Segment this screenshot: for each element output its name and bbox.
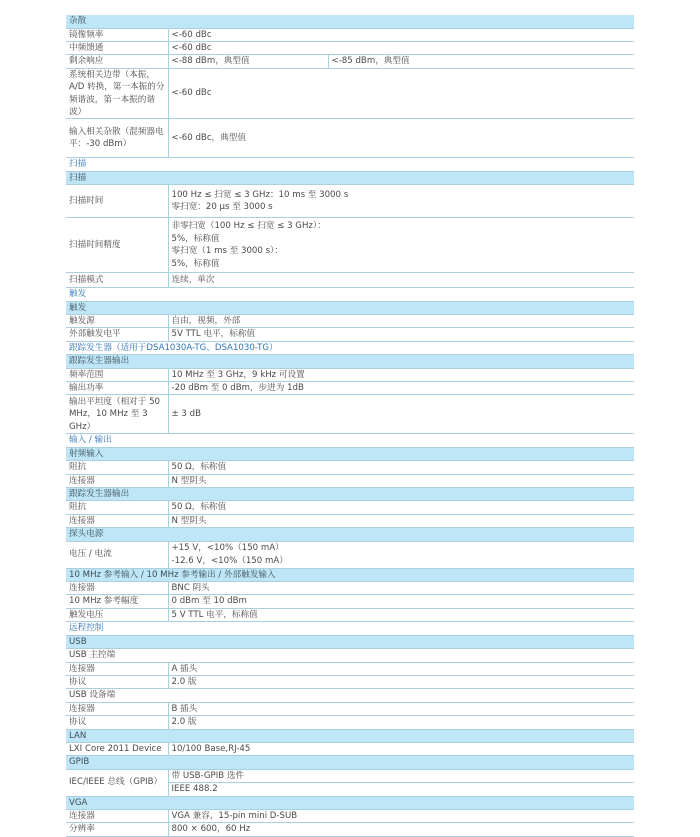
- sub-header-trigger: [66, 301, 634, 314]
- sub-header-label: 10 MHz 参考输入 / 10 MHz 参考输出 / 外部触发输入: [66, 568, 634, 581]
- row-label: LXI Core 2011 Device: [66, 742, 168, 755]
- value-line: 零扫宽：20 μs 至 3000 s: [171, 202, 273, 213]
- row-value: VGA 兼容，15-pin mini D-SUB: [168, 809, 634, 822]
- sub-header-tg-output: [66, 355, 634, 368]
- sub-header-sweep: [66, 171, 634, 184]
- row-label: 扫描时间精度: [66, 218, 168, 273]
- table-row: [66, 608, 634, 621]
- sub-header-label: VGA: [66, 796, 634, 809]
- sub-header-lan: [66, 729, 634, 742]
- row-value: N 型阴头: [168, 474, 634, 487]
- section-title-trigger: [66, 288, 634, 301]
- row-value: <-60 dBc: [168, 28, 634, 41]
- table-row: [66, 368, 634, 381]
- subsection-title: USB 主控端: [66, 649, 634, 662]
- row-label: 输入相关杂散（混频器电平：-30 dBm）: [66, 119, 168, 158]
- row-value: B 插头: [168, 702, 634, 715]
- sub-header-label: 探头电源: [66, 528, 634, 541]
- table-row: [66, 68, 634, 119]
- row-value: 0 dBm 至 10 dBm: [168, 595, 634, 608]
- row-value: 连续，单次: [168, 273, 634, 288]
- table-row: [66, 702, 634, 715]
- row-label: 协议: [66, 675, 168, 688]
- row-label: 阻抗: [66, 501, 168, 514]
- section-title: 远程控制: [66, 622, 634, 635]
- row-value: 5V TTL 电平，标称值: [168, 328, 634, 341]
- sub-header-label: 射频输入: [66, 447, 634, 460]
- value-line: +15 V，<10%（150 mA）: [171, 543, 284, 554]
- row-value: <-88 dBm，典型值: [168, 55, 328, 68]
- sub-header-usb: [66, 635, 634, 648]
- row-value: 10 MHz 至 3 GHz，9 kHz 可设置: [168, 368, 634, 381]
- table-row: [66, 41, 634, 54]
- section-title-sweep: [66, 158, 634, 171]
- sub-header-vga: [66, 796, 634, 809]
- value-line: -12.6 V，<10%（150 mA）: [171, 555, 288, 566]
- sub-header-label: LAN: [66, 729, 634, 742]
- table-row: [66, 382, 634, 395]
- row-value: [168, 185, 634, 218]
- usb-host-title-row: [66, 649, 634, 662]
- value-line: 100 Hz ≤ 扫宽 ≤ 3 GHz：10 ms 至 3000 s: [171, 189, 349, 200]
- row-label: 连接器: [66, 474, 168, 487]
- row-value: -20 dBm 至 0 dBm，步进为 1dB: [168, 382, 634, 395]
- value-line: 非零扫宽（100 Hz ≤ 扫宽 ≤ 3 GHz）：: [171, 221, 326, 232]
- row-label: 外部触发电平: [66, 328, 168, 341]
- table-row: [66, 185, 634, 218]
- table-row: [66, 823, 634, 836]
- row-label: 分辨率: [66, 823, 168, 836]
- section-title-io: [66, 434, 634, 447]
- table-row: [66, 716, 634, 729]
- sub-header-rf-input: [66, 447, 634, 460]
- sub-header-ref-io: [66, 568, 634, 581]
- table-row: [66, 218, 634, 273]
- row-value: BNC 阴头: [168, 582, 634, 595]
- row-label: 连接器: [66, 662, 168, 675]
- value-line: 5%，标称值: [171, 233, 220, 244]
- value-line: 零扫宽（1 ms 至 3000 s）：: [171, 246, 283, 257]
- row-value: 自由，视频，外部: [168, 314, 634, 327]
- row-value: 带 USB-GPIB 选件: [168, 769, 634, 782]
- table-row: [66, 675, 634, 688]
- table-row: [66, 769, 634, 782]
- row-label: 电压 / 电流: [66, 541, 168, 568]
- row-label: IEC/IEEE 总线（GPIB）: [66, 769, 168, 796]
- row-value: 800 × 600，60 Hz: [168, 823, 634, 836]
- sub-header-label: 跟踪发生器输出: [66, 355, 634, 368]
- row-value-2: <-85 dBm，典型值: [328, 55, 634, 68]
- row-value: ± 3 dB: [168, 395, 634, 434]
- sub-header-label: USB: [66, 635, 634, 648]
- section-title: 输入 / 输出: [66, 434, 634, 447]
- row-value: 2.0 版: [168, 716, 634, 729]
- table-row: [66, 742, 634, 755]
- table-row: [66, 662, 634, 675]
- row-label: 扫描模式: [66, 273, 168, 288]
- section-title: 跟踪发生器（适用于DSA1030A-TG、DSA1030-TG）: [66, 341, 634, 354]
- table-row: [66, 595, 634, 608]
- row-label: 频率范围: [66, 368, 168, 381]
- sub-header-label: 杂散: [66, 15, 634, 28]
- table-row: [66, 541, 634, 568]
- row-label: 触发源: [66, 314, 168, 327]
- row-value: 50 Ω，标称值: [168, 461, 634, 474]
- row-label: 中频馈通: [66, 41, 168, 54]
- table-row: [66, 55, 634, 68]
- sub-header-label: 跟踪发生器输出: [66, 488, 634, 501]
- table-row: [66, 474, 634, 487]
- row-label: 连接器: [66, 582, 168, 595]
- row-label: 阻抗: [66, 461, 168, 474]
- row-label: 输出平坦度（相对于 50 MHz，10 MHz 至 3 GHz）: [66, 395, 168, 434]
- row-label: 连接器: [66, 514, 168, 527]
- spec-table: [66, 15, 634, 837]
- section-title: 触发: [66, 288, 634, 301]
- table-row: [66, 582, 634, 595]
- section-title-tracking-generator: [66, 341, 634, 354]
- table-row: [66, 314, 634, 327]
- row-value: N 型阴头: [168, 514, 634, 527]
- table-row: [66, 514, 634, 527]
- row-value: <-60 dBc: [168, 41, 634, 54]
- row-value: [168, 541, 634, 568]
- row-value: 2.0 版: [168, 675, 634, 688]
- row-label: 10 MHz 参考幅度: [66, 595, 168, 608]
- table-row: [66, 28, 634, 41]
- table-row: [66, 273, 634, 288]
- usb-device-title-row: [66, 689, 634, 702]
- row-label: 扫描时间: [66, 185, 168, 218]
- sub-header-spurious: [66, 15, 634, 28]
- table-row: [66, 328, 634, 341]
- row-value: <-60 dBc: [168, 68, 634, 119]
- row-value: 10/100 Base,RJ-45: [168, 742, 634, 755]
- sub-header-label: 扫描: [66, 171, 634, 184]
- row-label: 镜像频率: [66, 28, 168, 41]
- subsection-title: USB 设备端: [66, 689, 634, 702]
- table-row: [66, 461, 634, 474]
- row-label: 输出功率: [66, 382, 168, 395]
- row-value: <-60 dBc，典型值: [168, 119, 634, 158]
- row-label: 系统相关边带（本振，A/D 转换，第一本振的分频谐波，第一本振的谐波）: [66, 68, 168, 119]
- row-value: 50 Ω，标称值: [168, 501, 634, 514]
- table-row: [66, 119, 634, 158]
- sub-header-tg-output-io: [66, 488, 634, 501]
- row-label: 连接器: [66, 702, 168, 715]
- table-row: [66, 395, 634, 434]
- row-value: 5 V TTL 电平，标称值: [168, 608, 634, 621]
- row-label: 协议: [66, 716, 168, 729]
- row-label: 连接器: [66, 809, 168, 822]
- table-row: [66, 501, 634, 514]
- sub-header-gpib: [66, 756, 634, 769]
- section-title: 扫描: [66, 158, 634, 171]
- table-row: [66, 809, 634, 822]
- section-title-remote-control: [66, 622, 634, 635]
- sub-header-label: 触发: [66, 301, 634, 314]
- value-line: 5%，标称值: [171, 258, 220, 269]
- sub-header-probe-power: [66, 528, 634, 541]
- row-value: [168, 218, 634, 273]
- row-value: A 插头: [168, 662, 634, 675]
- row-value: IEEE 488.2: [168, 783, 634, 796]
- sub-header-label: GPIB: [66, 756, 634, 769]
- row-label: 剩余响应: [66, 55, 168, 68]
- row-label: 触发电压: [66, 608, 168, 621]
